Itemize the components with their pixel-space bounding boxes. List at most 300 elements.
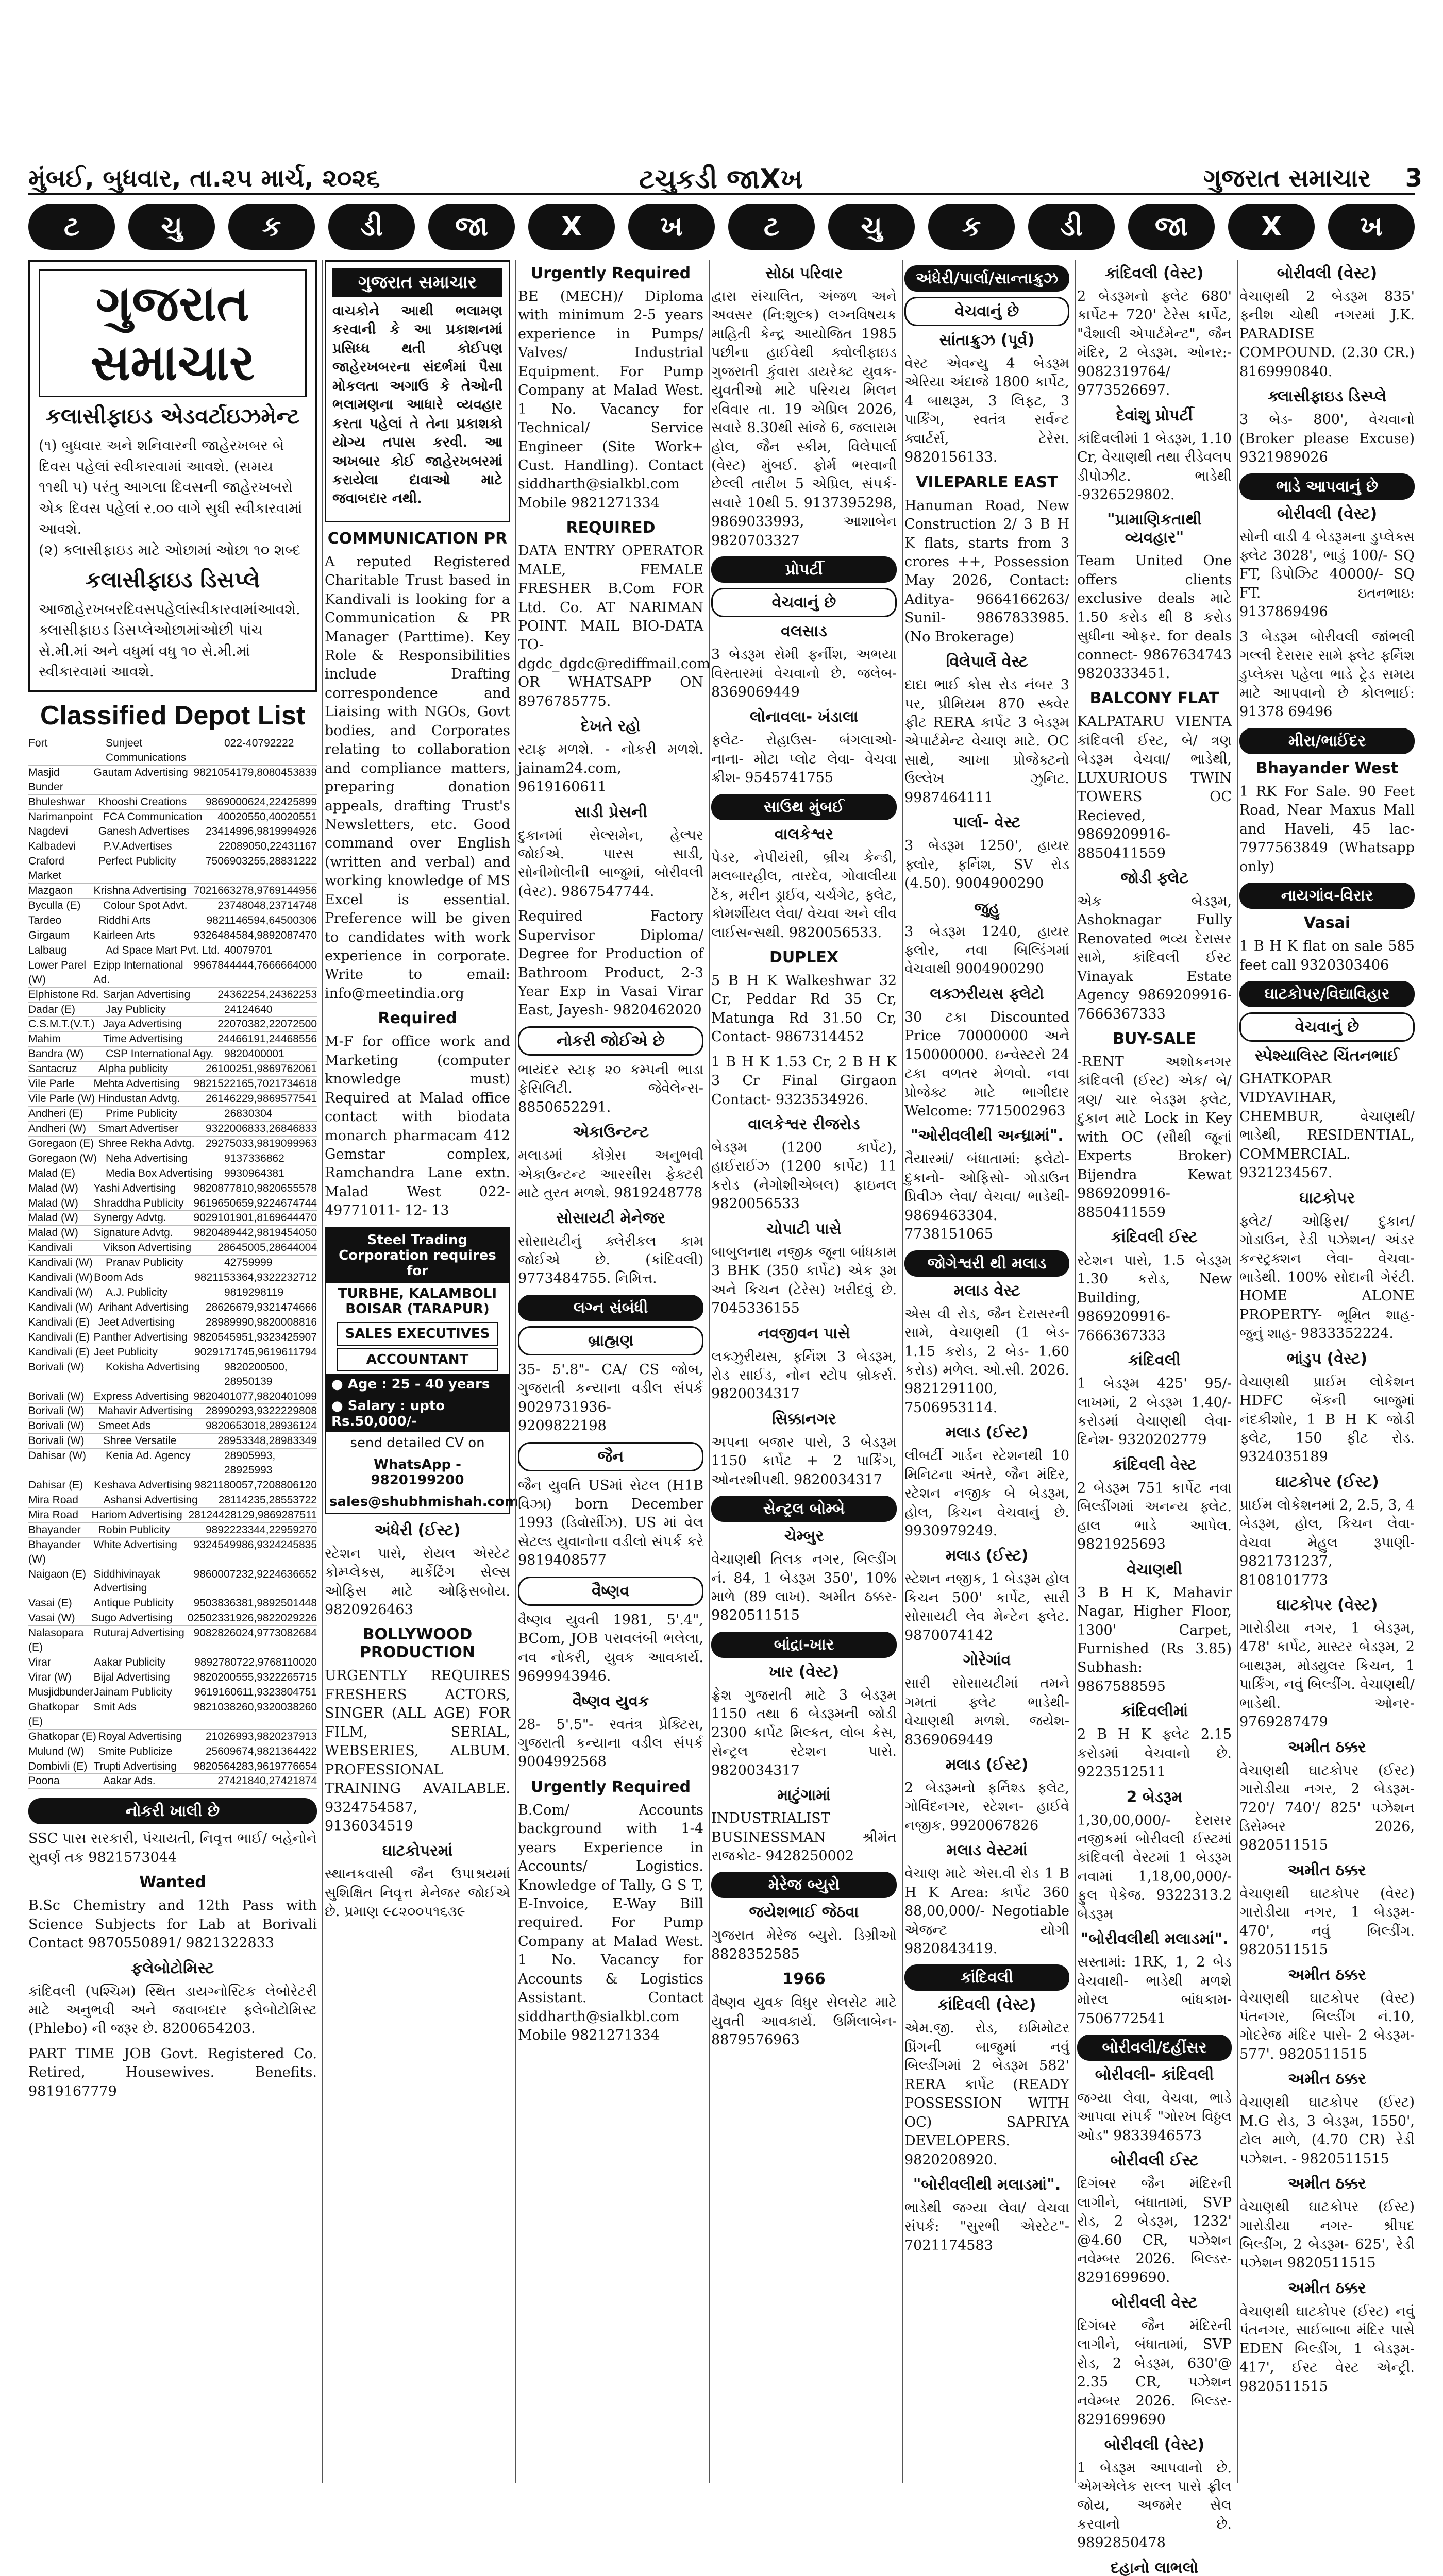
depot-agency: Panther Advertising — [93, 1331, 188, 1343]
depot-phone: 9967844444,7666664000 — [193, 959, 317, 971]
depot-phone: 9892780722,9768110020 — [194, 1656, 317, 1669]
ad-duplex-heading: DUPLEX — [769, 948, 838, 967]
band-letter: ચુ — [828, 204, 915, 250]
steel-cv: send detailed CV on — [350, 1435, 485, 1451]
ad-pramanik: Team United One offers clients exclusive deals માટે 1.50 કરોડ થી 8 કરોડ સુધીના ઓફર. for deals connect- 9867634743 9820333451. — [1077, 553, 1232, 682]
ad-malad-heading: મલાડ વેસ્ટ — [953, 1281, 1020, 1300]
depot-phone: 28114235,28553722 — [218, 1494, 317, 1506]
ad-at1-heading: અમીત ઠક્કર — [1288, 1738, 1366, 1756]
depot-agency: Prime Publicity — [106, 1107, 177, 1120]
table-row — [28, 1062, 317, 1077]
depot-agency: Robin Publicity — [98, 1523, 170, 1536]
depot-agency: Krishna Advertising — [93, 885, 187, 897]
ad-pramanik-heading: "પ્રામાણિકતાથી વ્યવહાર" — [1107, 511, 1202, 547]
depot-area: Malad (E) — [28, 1167, 76, 1179]
steel-email: sales@shubhmishah.com — [329, 1494, 518, 1510]
ad-vaishnav-yuvak: 28- 5'.5"- સ્વતંત્ર પ્રેક્ટિસ, ગુજરાતી કન્યાના વડીલ સંપર્ક 9004992568 — [518, 1716, 703, 1770]
table-row — [28, 1419, 317, 1434]
depot-agency: P.V.Advertises — [103, 840, 172, 853]
ad-sikka: અપના બજાર પાસે, 3 બેડરૂમ 1150 કાર્પેટ + 2 પાર્કિંગ, ઓનરશીપથી. 9820034317 — [711, 1434, 897, 1488]
depot-agency: Bijal Advertising — [93, 1671, 170, 1684]
depot-agency: Kokisha Advertising — [106, 1361, 200, 1373]
depot-phone: 22089050,22431167 — [218, 840, 317, 853]
table-row — [28, 1330, 317, 1345]
sell-heading: વેચવાનું છે — [904, 297, 1069, 326]
table-row — [28, 1241, 317, 1256]
table-row — [28, 839, 317, 854]
ad-ghatkopar: સ્થાનકવાસી જૈન ઉપાશ્રયમાં સુશિક્ષિત નિવૃત્ત મેનેજર જોઈએ છે. પ્રમાણ ૯૮૨૦૦૫૧૬૩૯ — [325, 1866, 510, 1920]
band-letter: ખ — [628, 204, 715, 250]
column-rule — [1075, 260, 1076, 2483]
table-row — [28, 1389, 317, 1404]
ad-kan-heading: કાંદિવલી — [1128, 1351, 1181, 1370]
ad-part-time: PART TIME JOB Govt. Registered Co. Retired, Housewives. Benefits. 9819167779 — [28, 2045, 317, 2099]
depot-agency: Synergy Advtg. — [93, 1212, 166, 1224]
ad-vaishnav: વૈષ્ણવ યુવતી 1981, 5'.4", BCom, JOB પરાવલંબી ભલેલા, નવ નોકરી, યુવક આવકાર્ય. 9699943946. — [518, 1612, 703, 1685]
depot-area: Kandivali (W) — [28, 1286, 93, 1299]
banner-subtitle-2: કલાસીફાઇડ ડિસપ્લે — [85, 567, 260, 592]
depot-area: Borivali (W) — [28, 1420, 85, 1432]
depot-phone: 9029101901,8169644470 — [193, 1212, 317, 1224]
table-row — [28, 1211, 317, 1226]
ad-1966: વૈષ્ણવ યુવક વિધુર સેલસેટ માટે યુવતી આવકાર્ય. ઉર્મિલાબેન- 8879576963 — [711, 1994, 897, 2048]
ad-dekhte-heading: દેખતે રહો — [580, 717, 641, 736]
ad-andheri-heading: અંધેરી (ઈસ્ટ) — [374, 1521, 461, 1539]
column-rule — [709, 260, 710, 2483]
table-row — [28, 928, 317, 943]
depot-area: Girgaum — [28, 929, 70, 941]
ad-urgent2-heading: Urgently Required — [530, 1777, 691, 1796]
ad-bhk: 1 B H K 1.53 Cr, 2 B H K 3 Cr Final Girgaon Contact- 9323534926. — [711, 1054, 897, 1108]
banner-paper-name: ગુજરાત સમાચાર — [39, 269, 307, 397]
table-row — [28, 1166, 317, 1181]
depot-area: Kandivali (W) — [28, 1272, 93, 1284]
depot-area: Bhayander (W) — [28, 1538, 81, 1565]
band-letter: ચુ — [128, 204, 215, 250]
depot-area: Kandivali (E) — [28, 1331, 90, 1343]
jain-heading: જૈન — [518, 1442, 703, 1471]
depot-agency: Jaya Advertising — [103, 1018, 182, 1030]
column-rule — [322, 260, 323, 2483]
steel-title: Steel Trading Corporation requires for — [326, 1228, 509, 1283]
depot-agency: Jeet Advertising — [98, 1316, 175, 1328]
table-row — [28, 1077, 317, 1092]
depot-agency: Antique Publicity — [93, 1597, 174, 1609]
depot-phone: 9930964381 — [224, 1167, 284, 1179]
depot-phone: 9821146594,64500306 — [206, 914, 317, 926]
depot-agency: Perfect Publicity — [98, 855, 176, 868]
ad-kt: 2 B H K ફ્લેટ 2.15 કરોડમાં વેચવાનો છે. 9223512511 — [1077, 1726, 1232, 1781]
bandra-khar-heading: બાંદ્રા-ખાર — [711, 1632, 897, 1658]
depot-agency: A.J. Publicity — [106, 1286, 168, 1299]
depot-table — [28, 736, 317, 1789]
depot-agency: Kenia Ad. Agency — [106, 1450, 191, 1462]
ad-ke-heading: કાંદિવલી ઈસ્ટ — [1111, 1228, 1198, 1246]
table-row — [28, 1032, 317, 1047]
depot-agency: Alpha publicity — [98, 1063, 169, 1075]
ad-ridge-heading: વાલકેશ્વર રીજરોડ — [748, 1115, 860, 1133]
ad-devanshu-heading: દેવાંશુ પ્રોપર્ટી — [1116, 406, 1193, 425]
ad-dab-heading: દહાનો લાભલો — [1111, 2558, 1198, 2576]
ad-comm-heading: COMMUNICATION PR — [327, 529, 508, 548]
ad-lonavala: ફ્લેટ- રોહાઉસ- બંગલાઓ- નાના- મોટા પ્લોટ લેવા- વેચવા ક્રીશ- 9545741755 — [711, 732, 897, 786]
ad-kandivali-heading: કાંદિવલી (વેસ્ટ) — [937, 1996, 1036, 2014]
notice-box — [325, 260, 510, 522]
header-rule — [28, 193, 1415, 195]
ad-santacruz-heading: સાંતાક્રુઝ (પૂર્વ) — [939, 331, 1035, 349]
ad-bollywood-heading: BOLLYWOOD PRODUCTION — [359, 1625, 476, 1662]
ad-walkeshwar: પેડર, નેપીયંસી, બ્રીચ કેન્ડી, મલબારહીલ, તારદેવ, ગોવાલીયા ટેંક, મરીન ડ્રાઈવ, ચર્ચગેટ, ફ્લેટ, કોમર્શીયલ લેવા/ વેચવા અને લીવ લાઈસન્સથી. 9820056533. — [711, 849, 897, 941]
job-wanted-heading: નોકરી જોઈએ છે — [518, 1026, 703, 1056]
depot-agency: Smeet Ads — [98, 1420, 151, 1432]
steel-age: ● Age : 25 - 40 years — [326, 1374, 509, 1395]
table-row — [28, 1596, 317, 1611]
depot-area: Borivali (W) — [28, 1435, 85, 1447]
depot-phone: 26830304 — [224, 1107, 273, 1120]
depot-phone: 24466191,24468556 — [217, 1033, 317, 1045]
depot-area: Virar — [28, 1656, 51, 1669]
column-7 — [1239, 260, 1415, 2483]
table-row — [28, 988, 317, 1003]
depot-area: Byculla (E) — [28, 900, 81, 912]
ad-bw: સોની વાડી 4 બેડરૂમના ડુપ્લેક્સ ફ્લેટ 3028', ભાડું 100/- SQ FT, ડિપોઝિટ 40000/- SQ FT. ઇતનભાઇ: 9137869496 — [1239, 529, 1415, 620]
page-header — [0, 0, 1443, 195]
band-letter: ડી — [328, 204, 415, 250]
table-row — [28, 1360, 317, 1389]
depot-area: Dahisar (W) — [28, 1450, 87, 1462]
ad-at6: વેચાણથી ઘાટકોપર (ઈસ્ટ) નવું પંતનગર, સાઈબાબા મંદિર પાસે EDEN બિલ્ડીંગ, 1 બેડરૂમ- 417', ઈસ્ટ વેસ્ટ એન્ટ્રી. 9820511515 — [1239, 2303, 1415, 2395]
ad-andheri-heading: "ઓરીવલીથી અન્ધ્રામાં". — [910, 1127, 1064, 1145]
ad-navjivan: લક્ઝુરીયસ, ફર્નિશ 3 બેડરૂમ, રોડ સાઈડ, નોન સ્ટોપ બ્રોકર્સ. 9820034317 — [711, 1348, 897, 1402]
ad-society-heading: સોસાયટી મેનેજર — [556, 1209, 665, 1227]
ad-malad2-heading: મલાડ (ઈસ્ટ) — [945, 1423, 1029, 1442]
banner-rule-2: (૨) ક્લાસીફાઇડ માટે ઓછામાં ઓછા ૧૦ શબ્દ — [39, 541, 301, 558]
band-letter: ખ — [1328, 204, 1415, 250]
depot-phone: 24362254,24362253 — [217, 988, 317, 1001]
depot-phone: 7021663278,9769144956 — [193, 885, 317, 897]
depot-area: Bhuleshwar — [28, 795, 85, 808]
depot-agency: White Advertising — [93, 1538, 177, 1551]
ad-valsad-heading: વલસાડ — [781, 622, 827, 641]
steel-salary: ● Salary : upto Rs.50,000/- — [326, 1395, 509, 1432]
table-row — [28, 810, 317, 825]
column-1 — [28, 260, 317, 2483]
depot-agency: Smit Ads — [93, 1701, 137, 1713]
depot-area: Santacruz — [28, 1063, 77, 1075]
central-bombay-heading: સેન્ટ્રલ બોમ્બે — [711, 1496, 897, 1522]
depot-area: Malad (W) — [28, 1182, 78, 1194]
column-4 — [711, 260, 897, 2483]
ad-luxury-heading: લક્ઝરીયસ ફ્લેટો — [930, 985, 1044, 1003]
ad-valsad: 3 બેડરૂમ સેમી ફર્નીશ, અભયા વિસ્તારમાં વેચવાનો છે. જલેબ- 8369069449 — [711, 647, 897, 700]
ad-bdk: જગ્યા લેવા, વેચવા, ભાડે આપવા સંપર્ક "ગોરખ વિઠ્ઠલ ઓડ" 9833946573 — [1077, 2090, 1232, 2144]
depot-phone: 022-40792222 — [224, 737, 294, 749]
page-number: 3 — [1405, 164, 1422, 193]
ad-urgent-heading: Urgently Required — [530, 264, 691, 282]
table-row — [28, 1226, 317, 1241]
table-row — [28, 1538, 317, 1567]
depot-agency: Smart Advertiser — [98, 1122, 178, 1134]
ad-vileparle-heading: VILEPARLE EAST — [916, 473, 1058, 492]
ad-bed2-heading: 2 બેડરૂમ — [1126, 1788, 1183, 1806]
column-rule — [515, 260, 516, 2483]
column-5 — [904, 260, 1069, 2483]
ad-gw-heading: ઘાટકોપર (વેસ્ટ) — [1276, 1596, 1378, 1614]
depot-agency: Shraddha Publicity — [93, 1197, 184, 1209]
ad-bhayander: ભાયંદર સ્ટાફ ૨૦ કમ્પની ભાડા ફેસિલિટી. જેવેલેન્સ- 8850652291. — [518, 1061, 703, 1115]
ad-cf: 3 બેડ- 800', વેચવાનો (Broker please Excuse) 9321989026 — [1239, 412, 1415, 466]
table-row — [28, 1196, 317, 1211]
depot-area: Dahisar (E) — [28, 1479, 83, 1492]
depot-agency: Shree Versatile — [103, 1435, 177, 1447]
mira-bhayander-heading: મીરા/ભાઈંદર — [1239, 728, 1415, 754]
depot-phone: 28989990,9820008816 — [205, 1316, 317, 1328]
depot-area: Naigaon (E) — [28, 1568, 87, 1580]
ad-bhayander-heading: Bhayander West — [1255, 759, 1399, 777]
depot-area: Fort — [28, 737, 48, 749]
ad-juhu: 3 બેડરૂમ 1240, હાયર ફ્લોર, નવા બિલ્ડિંગમાં વેચવાથી 9004900290 — [904, 923, 1069, 977]
depot-phone: 9820877810,9820655578 — [193, 1182, 317, 1194]
depot-phone: 9503836381,9892501448 — [193, 1597, 317, 1609]
depot-area: Kandivali (W) — [28, 1301, 93, 1313]
table-row — [28, 1151, 317, 1166]
depot-agency: Media Box Advertising — [106, 1167, 213, 1179]
depot-area: Mahim — [28, 1033, 61, 1045]
depot-agency: Khooshi Creations — [98, 795, 187, 808]
column-6 — [1077, 260, 1232, 2576]
band-letter: ક — [928, 204, 1015, 250]
naigaon-virar-heading: નાયગાંવ-વિરાર — [1239, 883, 1415, 909]
depot-area: Vasai (E) — [28, 1597, 72, 1609]
ad-balcony-heading: BALCONY FLAT — [1089, 689, 1219, 708]
band-letter: જા — [428, 204, 515, 250]
table-row — [28, 1493, 317, 1508]
depot-agency: FCA Communication — [103, 810, 203, 823]
table-row — [28, 1478, 317, 1493]
depot-area: Kandivali (E) — [28, 1316, 90, 1328]
depot-agency: Jeet Publicity — [94, 1346, 158, 1358]
banner-subtitle: કલાસીફાઇડ એડવર્ટાઇઝમેન્ટ — [45, 403, 300, 429]
table-row — [28, 766, 317, 795]
ad-sotha-heading: સોઠા પરિવાર — [765, 264, 843, 282]
ad-parla-heading: પાર્લા- વેસ્ટ — [953, 814, 1021, 832]
depot-phone: 21026993,9820237913 — [205, 1730, 317, 1742]
table-row — [28, 1626, 317, 1655]
depot-agency: Yashi Advertising — [93, 1182, 176, 1194]
ad-phlebo-heading: ફલેબોટોમિસ્ટ — [131, 1959, 214, 1977]
ad-wanted: B.Sc Chemistry and 12th Pass with Science Subjects for Lab at Borivali Contact 9870550891/ 9821322833 — [28, 1897, 317, 1952]
ad-chembur: વેચાણથી તિલક નગર, બિલ્ડીંગ નં. 84, 1 બેડરૂમ 350', 10% માળે (89 લાખ). અમીત ઠક્કર- 9820511515 — [711, 1551, 897, 1624]
ad-b2m-heading: "બોરીવલીથી મલાડમાં". — [913, 2175, 1061, 2194]
ad-navjivan-heading: નવજીવન પાસે — [758, 1324, 850, 1343]
property-heading: પ્રોપર્ટી — [711, 556, 897, 583]
paper-name: ગુજરાત સમાચાર — [1203, 164, 1371, 193]
ad-ssc: SSC પાસ સરકારી, પંચાયતી, નિવૃત્ત ભાઈ/ બહેનોને સુવર્ણ તક 9821573044 — [28, 1831, 317, 1866]
depot-agency: Sarjan Advertising — [103, 988, 191, 1001]
band-letter: જા — [1128, 204, 1215, 250]
depot-agency: CSP International Agy. — [106, 1048, 214, 1060]
table-row — [28, 1315, 317, 1330]
ad-at2-heading: અમીત ઠક્કર — [1288, 1861, 1366, 1879]
ad-be-heading: બોરીવલી ઈસ્ટ — [1110, 2151, 1199, 2170]
depot-phone: 9029171745,9619611794 — [194, 1346, 317, 1358]
ad-bhandup-heading: ભાંડુપ (વેસ્ટ) — [1286, 1349, 1368, 1368]
ad-ge-heading: ઘાટકોપર (ઈસ્ટ) — [1275, 1472, 1379, 1491]
depot-phone: 9819298119 — [224, 1286, 284, 1299]
ad-bw2: 1 બેડરૂમ આપવાનો છે. એમએલેક સલ્લ પાસે ફ્રીલ જોય, અજમેર સેલ કરવાનો છે. 9892850478 — [1077, 2460, 1232, 2551]
ad-andheri: સ્ટેશન પાસે, રોયલ એસ્ટેટ કોમ્પ્લેક્સ, માર્કેટિંગ સેલ્સ ઓફિસ માટે ઓફિસબોય. 9820926463 — [325, 1545, 510, 1618]
depot-area: Poona — [28, 1775, 60, 1787]
ad-ke: સ્ટેશન પાસે, 1.5 બેડરૂમ 1.30 કરોડ, New Building, 9869209916- 7666367333 — [1077, 1252, 1232, 1344]
depot-agency: Mahavir Advertising — [98, 1405, 193, 1417]
kandivali-heading: કાંદિવલી — [904, 1964, 1069, 1991]
ad-1966-heading: 1966 — [782, 1970, 826, 1989]
depot-agency: Siddhivinayak Advertising — [93, 1568, 161, 1595]
depot-phone: 27421840,27421874 — [217, 1775, 317, 1787]
table-row — [28, 1122, 317, 1137]
table-row — [28, 1137, 317, 1151]
ad-jodi: એક બેડરૂમ, Ashoknagar Fully Renovated ભવ્ય દેરાસર સામે, કાંદિવલી ઈસ્ટ Vinayak Estate Agency 9869209916- 7666367333 — [1077, 893, 1232, 1022]
depot-phone: 9082826024,9773082684 — [193, 1627, 317, 1639]
ad-at3: વેચાણથી ઘાટકોપર (વેસ્ટ) પંતનગર, બિલ્ડીંગ નં.10, ગોદરેજ મંદિર પાસે- 2 બેડરૂમ- 577'. 9820511515 — [1239, 1990, 1415, 2062]
ad-data-entry: DATA ENTRY OPERATOR MALE, FEMALE FRESHER B.Com FOR Ltd. Co. AT NARIMAN POINT. MAIL BIO-DATA TO-dgdc_dgdc@rediffmail.com OR WHATSAPP ON 8976785775. — [518, 543, 710, 709]
depot-phone: 9137336862 — [224, 1152, 284, 1164]
ad-bollywood: URGENTLY REQUIRES FRESHERS ACTORS, SINGER (ALL AGE) FOR FILM, SERIAL, WEBSERIES, ALBUM. PROFESSIONAL TRAINING AVAILABLE. 9324754587, 9136034519 — [325, 1668, 510, 1834]
depot-phone: 9326484584,9892087470 — [193, 929, 317, 941]
ad-comm: A reputed Registered Charitable Trust based in Kandivali is looking for a Communication & PR Manager (Parttime). Key Role & Responsibilities include Drafting correspondence and Liaising with NGOs, Govt bodies, and Corporates relating to collaboration and compliance matters, preparing donation appeals, drafting Trust's Newsletters, etc. Good command over English (written and verbal) and working knowledge of MS Excel is essential. Preference will be given to candidates with work experience in corporate. Write to email: info@meetindia.org — [325, 553, 510, 1002]
depot-phone: 26100251,9869762061 — [205, 1063, 317, 1075]
depot-area: Andheri (W) — [28, 1122, 87, 1134]
ad-khar-heading: ખાર (વેસ્ટ) — [768, 1663, 840, 1681]
table-row — [28, 913, 317, 928]
ad-bdk-heading: બોરીવલી- કાંદિવલી — [1095, 2065, 1214, 2084]
depot-area: Vile Parle — [28, 1078, 75, 1090]
ad-brahman: 35- 5'.8"- CA/ CS જોબ, ગુજરાતી કન્યાના વડીલ સંપર્ક 9029731936- 9209822198 — [518, 1361, 703, 1434]
ad-kan: 1 બેડરૂમ 425' 95/- લાખમાં, 2 બેડરૂમ 1.40/- કરોડમાં વેચાણથી લેવા- દિનેશ- 9320202779 — [1077, 1376, 1232, 1448]
ad-goregaon: સારી સોસાયટીમાં તમને ગમતાં ફ્લેટ ભાડેથી- વેચાણથી મળશે. જયેશ- 8369069449 — [904, 1675, 1069, 1748]
depot-phone: 9860007232,9224636652 — [193, 1568, 317, 1580]
depot-phone: 9619160611,9323804751 — [194, 1686, 317, 1698]
ad-vpw: દાદા ભાઈ કોસ રોડ નંબર 3 પર, પ્રીમિયમ 870 સ્ક્વેર ફીટ RERA કાર્પેટ 3 બેડરૂમ એપાર્ટમેન્ટ વેચાણ માટે. OC સાથે, આખા પ્રોજેક્ટનો ઉલ્લેખ ઝુનિટ. 9987464111 — [904, 677, 1069, 806]
ad-specialist-heading: સ્પેશ્યાલિસ્ટ ચિંતનભાઈ — [1254, 1046, 1400, 1065]
ad-k1: 2 બેડરૂમનો ફ્લેટ 680' કાર્પેટ+ 720' ટેરેસ કાર્પેટ, "વૈશાલી એપાર્ટમેન્ટ", જૈન મંદિર, 2 બેડરૂમ. ઓનર:- 9082319764/ 9773526697. — [1077, 289, 1232, 399]
depot-phone: 9820200555,9322265715 — [193, 1671, 317, 1684]
ad-society: સોસાયટીનું ક્લેરીકલ કામ જોઈએ છે. (કાંદિવલી) 9773484755. નિમિત્ત. — [518, 1233, 703, 1287]
ad-at2: વેચાણથી ઘાટકોપર (વેસ્ટ) ગારોડીયા નગર, 1 બેડરૂમ- 470', નવું બિલ્ડીંગ. 9820511515 — [1239, 1885, 1415, 1958]
table-row — [28, 1285, 317, 1300]
band-letter: ડી — [1028, 204, 1115, 250]
ad-required: M-F for office work and Marketing (computer knowledge must) Required at Malad office contact with biodata monarch pharmacam 412 Gemstar complex, Ramchandra Lane extn. Malad West 022-49771011- 12- 13 — [325, 1033, 510, 1219]
depot-agency: Time Advertising — [103, 1033, 183, 1045]
depot-phone: 9322006833,26846833 — [205, 1122, 317, 1134]
table-row — [28, 899, 317, 913]
depot-agency: Ezipp International Ad. — [93, 959, 183, 986]
ad-walkeshwar-heading: વાલકેશ્વર — [774, 825, 834, 843]
ad-gk-heading: ઘાટકોપર — [1299, 1189, 1355, 1207]
depot-phone: 29275033,9819099963 — [205, 1137, 317, 1149]
depot-phone: 42759999 — [224, 1257, 273, 1269]
depot-agency: Ruturaj Advertising — [93, 1627, 184, 1639]
table-row — [28, 1300, 317, 1315]
ad-chembur-heading: ચેમ્બુર — [784, 1527, 824, 1546]
ad-saree: દુકાનમાં સેલ્સમેન, હેલ્પર જોઈએ. પારસ સાડી, સોનીમોલીની બાજુમાં, બોરીવલી (વેસ્ટ). 9867547744. — [518, 827, 703, 900]
ad-factory: Required Factory Supervisor Diploma/ Degree for Production of Bathroom Product, 2-3 Year Exp in Vasai Virar East, Jayesh- 9820462020 — [518, 908, 703, 1019]
depot-agency: Trupti Advertising — [93, 1760, 177, 1772]
sell-heading: વેચવાનું છે — [1239, 1012, 1415, 1042]
depot-agency: Hindustan Advtg. — [98, 1093, 180, 1105]
depot-area: Ghatkopar (E) — [28, 1730, 96, 1742]
ad-b1-heading: બોરીવલી (વેસ્ટ) — [1277, 264, 1378, 282]
table-row — [28, 1047, 317, 1062]
depot-phone: 23748048,23714748 — [217, 900, 317, 912]
table-row — [28, 958, 317, 988]
table-row — [28, 1003, 317, 1018]
depot-agency: Colour Spot Advt. — [103, 900, 188, 912]
depot-phone: 9619650659,9224674744 — [193, 1197, 317, 1209]
depot-area: Lalbaug — [28, 944, 67, 956]
depot-phone: 9821054179,8080453839 — [193, 766, 317, 778]
ad-parla: 3 બેડરૂમ 1250', હાયર ફ્લોર, ફર્નિશ, SV રોડ (4.50). 9004900290 — [904, 838, 1069, 892]
ad-cf-heading: ક્લાસીફાઇડ ડિસ્પ્લે — [1267, 387, 1387, 406]
depot-area: Tardeo — [28, 914, 62, 926]
table-row — [28, 795, 317, 810]
ad-urgent-2: B.Com/ Accounts background with 1-4 years Experience in Accounts/ Logistics. Knowledge of Tally, G S T, E-Invoice, E-Way Bill required. For Pump Company at Malad West. 1 No. Vacancy for Accounts & Logistics Assistant. Contact siddharth@sialkbl.com Mobile 9821271334 — [518, 1802, 703, 2044]
depot-area: Goregaon (E) — [28, 1137, 94, 1149]
depot-area: Vasai (W) — [28, 1612, 75, 1624]
ad-santacruz: વેસ્ટ એવન્યુ 4 બેડરૂમ એરિયા અંદાજે 1800 કાર્પેટ, 4 બાથરૂમ, 3 લિફ્ટ, 3 પાર્કિંગ, સ્વતંત્ર સર્વન્ટ ક્વાર્ટર્સ, ટેરેસ. 9820156133. — [904, 355, 1069, 466]
steel-location: TURBHE, KALAMBOLI BOISAR (TARAPUR) — [338, 1285, 497, 1317]
ad-gw: ગારોડીયા નગર, 1 બેડરૂમ, 478' કાર્પેટ, માસ્ટર બેડરૂમ, 2 બાથરૂમ, મોડ્યુલર કિચન, 1 પાર્કિંગ, નવું બિલ્ડીંગ. વેચાણથી/ ભાડેથી. ઓનર- 9769287479 — [1239, 1620, 1415, 1731]
ad-kw-heading: કાંદિવલી વેસ્ટ — [1112, 1455, 1197, 1474]
table-row — [28, 884, 317, 899]
depot-area: Nagdevi — [28, 825, 69, 838]
ad-bw-heading: બોરીવલી વેસ્ટ — [1111, 2293, 1198, 2312]
table-row — [28, 1670, 317, 1685]
andheri-parla-heading: અંધેરી/પાર્લા/સાન્તાક્રુઝ — [904, 265, 1069, 292]
ad-malad-2: લીબર્ટી ગાર્ડન સ્ટેશનથી 10 મિનિટના અંતરે, જૈન મંદિર, સ્ટેશન નજીક બે બેડરૂમ, હોલ, કિચન વેચવાનું છે. 9930979249. — [904, 1448, 1069, 1539]
depot-phone: 9820489442,9819454050 — [193, 1227, 317, 1239]
depot-phone: 28990293,9322229808 — [205, 1405, 317, 1417]
ad-industrialist: INDUSTRIALIST BUSINESSMAN શ્રીમંત રાજકોટ- 9428250002 — [711, 1810, 897, 1864]
ad-vaishnav-yuvak-heading: વૈષ્ણવ યુવક — [572, 1692, 649, 1710]
table-row — [28, 943, 317, 958]
ad-vileparle: Hanuman Road, New Construction 2/ 3 B H K flats, starts from 3 crores ++, Possession May 2026, Contact: Aditya- 9664166263/ Sunil- 9867833985. (No Brokerage) — [904, 497, 1069, 645]
depot-phone: 28626679,9321474666 — [205, 1301, 317, 1313]
vaishnav-heading: વૈષ્ણવ — [518, 1577, 703, 1606]
table-row — [28, 1404, 317, 1419]
depot-phone: 9892223344,22959270 — [205, 1523, 317, 1536]
depot-area: Mulund (W) — [28, 1745, 85, 1757]
depot-agency: Ashansi Advertising — [103, 1494, 198, 1506]
table-row — [28, 1774, 317, 1789]
ad-goregaon-heading: ગોરેગાંવ — [963, 1651, 1011, 1670]
depot-phone: 9821153364,9322232712 — [194, 1272, 317, 1284]
south-mumbai-heading: સાઉથ મુંબઈ — [711, 794, 897, 820]
ad-at1: વેચાણથી ઘાટકોપર (ઈસ્ટ) ગારોડીયા નગર, 2 બેડરૂમ- 720'/ 740'/ 825' પઝેશન ડિસેમ્બર 2026, 9820511515 — [1239, 1762, 1415, 1854]
depot-agency: Pranav Publicity — [106, 1257, 183, 1269]
ad-ridge: બેડરૂમ (1200 કાર્પેટ), હાઈરાઈઝ (1200 કાર્પેટ) 11 કરોડ (નેગોશીએબલ) ફાઇનલ 9820056533 — [711, 1140, 897, 1212]
table-row — [28, 1685, 317, 1700]
depot-area: Nalasopara (E) — [28, 1627, 84, 1654]
ad-vech: 3 B H K, Mahavir Nagar, Higher Floor, 1300' Carpet, Furnished (Rs 3.85) Subhash: 9867588595 — [1077, 1584, 1232, 1694]
depot-agency: Kairleen Arts — [93, 929, 155, 941]
depot-area: Mira Road — [28, 1494, 78, 1506]
ad-juhu-heading: જુહુ — [974, 899, 1000, 918]
depot-area: Musjidbunder — [28, 1686, 94, 1698]
depot-phone: 40079701 — [224, 944, 273, 956]
table-row — [28, 1611, 317, 1626]
ad-khar: ફ્રેશ ગુજરાતી માટે 3 બેડરૂમ 1150 તથા 6 બેડરૂમની જોડી 2300 કાર્પેટ મિલ્કત, લોબ કેસ, સેન્ટ્રલ સ્ટેશન પાસે. 9820034317 — [711, 1687, 897, 1778]
